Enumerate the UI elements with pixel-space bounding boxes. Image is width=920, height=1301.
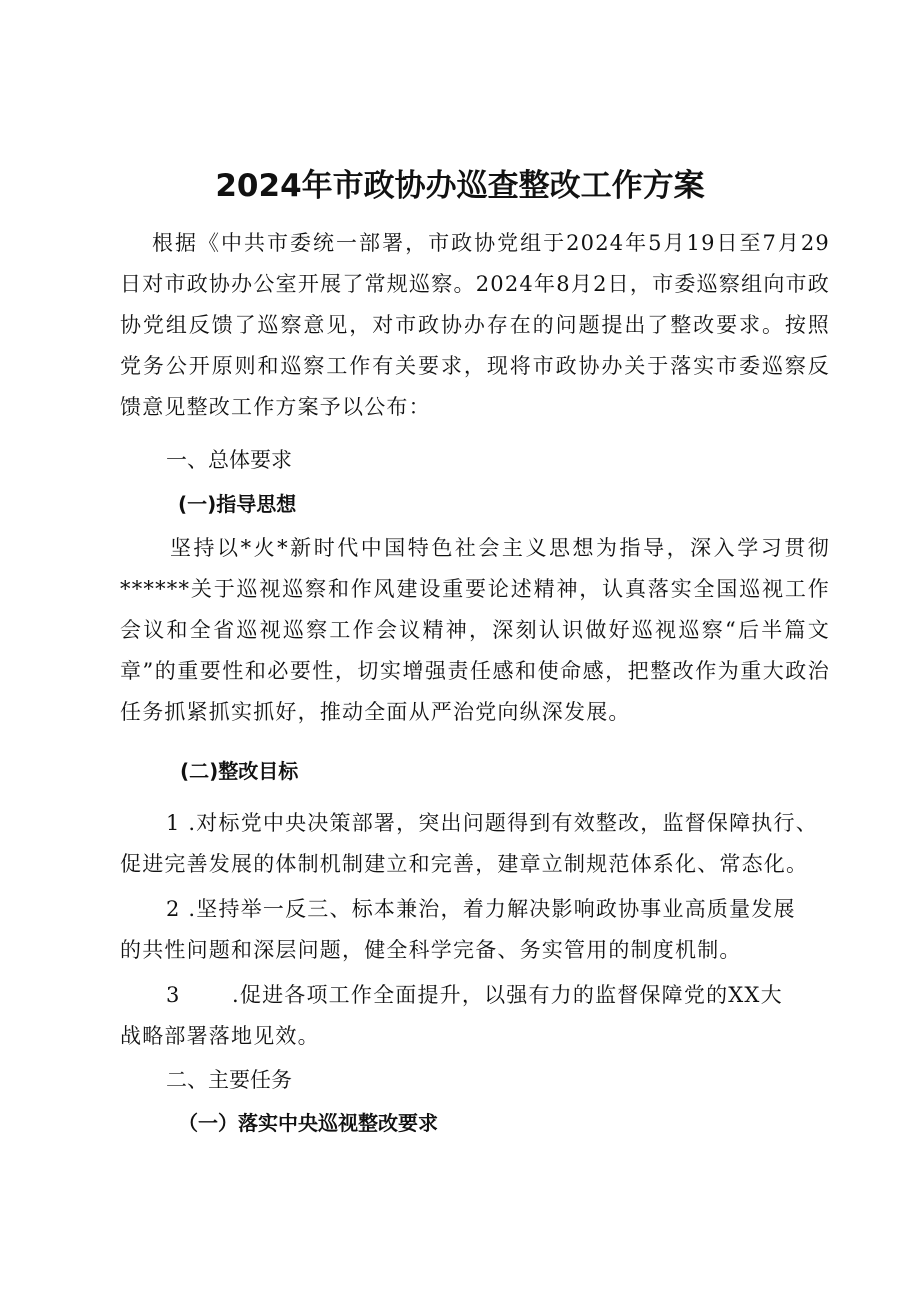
goal-item-1-line-1: 1 .对标党中央决策部署，突出问题得到有效整改，监督保障执行、 xyxy=(166,811,818,835)
goal-item-1-line-2: 促进完善发展的体制机制建立和完善，建章立制规范体系化、常态化。 xyxy=(120,852,809,876)
goal-item-3-number: 3 xyxy=(166,983,181,1007)
goal-item-3-text: .促进各项工作全面提升，以强有力的监督保障党的XX大 xyxy=(232,983,783,1007)
section-1-sub-2-heading: (二)整改目标 xyxy=(180,759,299,783)
intro-paragraph: 根据《中共市委统一部署，市政协党组于2024年5月19日至7月29日对市政协办公室开展了常规巡察。2024年8月2日，市委巡察组向市政协党组反馈了巡察意见，对市政协办存在的问题提出了整改要求。按照党务公开原则和巡察工作有关要求，现将市政协办关于落实市委巡察反馈意见整改工作方案予以公布： xyxy=(120,231,830,419)
goal-item-2-line-2: 的共性问题和深层问题，健全科学完备、务实管用的制度机制。 xyxy=(120,938,742,962)
goal-item-2-line-1: 2 .坚持举一反三、标本兼治，着力解决影响政协事业高质量发展 xyxy=(166,897,796,921)
section-1-heading: 一、总体要求 xyxy=(166,448,292,472)
document-title: 2024年市政协办巡查整改工作方案 xyxy=(215,168,705,204)
section-2-heading: 二、主要任务 xyxy=(166,1068,292,1092)
section-1-sub-1-heading: (一)指导思想 xyxy=(178,492,297,516)
section-2-sub-1-heading: （一）落实中央巡视整改要求 xyxy=(178,1111,438,1135)
guiding-thought-paragraph: 坚持以*火*新时代中国特色社会主义思想为指导，深入学习贯彻******关于巡视巡察和作风建设重要论述精神，认真落实全国巡视工作会议和全省巡视巡察工作会议精神，深刻认识做好巡视巡察“后半篇文章”的重要性和必要性，切实增强责任感和使命感，把整改作为重大政治任务抓紧抓实抓好，推动全面从严治党向纵深发展。 xyxy=(120,536,830,724)
goal-item-3-line-2: 战略部署落地见效。 xyxy=(120,1024,320,1048)
